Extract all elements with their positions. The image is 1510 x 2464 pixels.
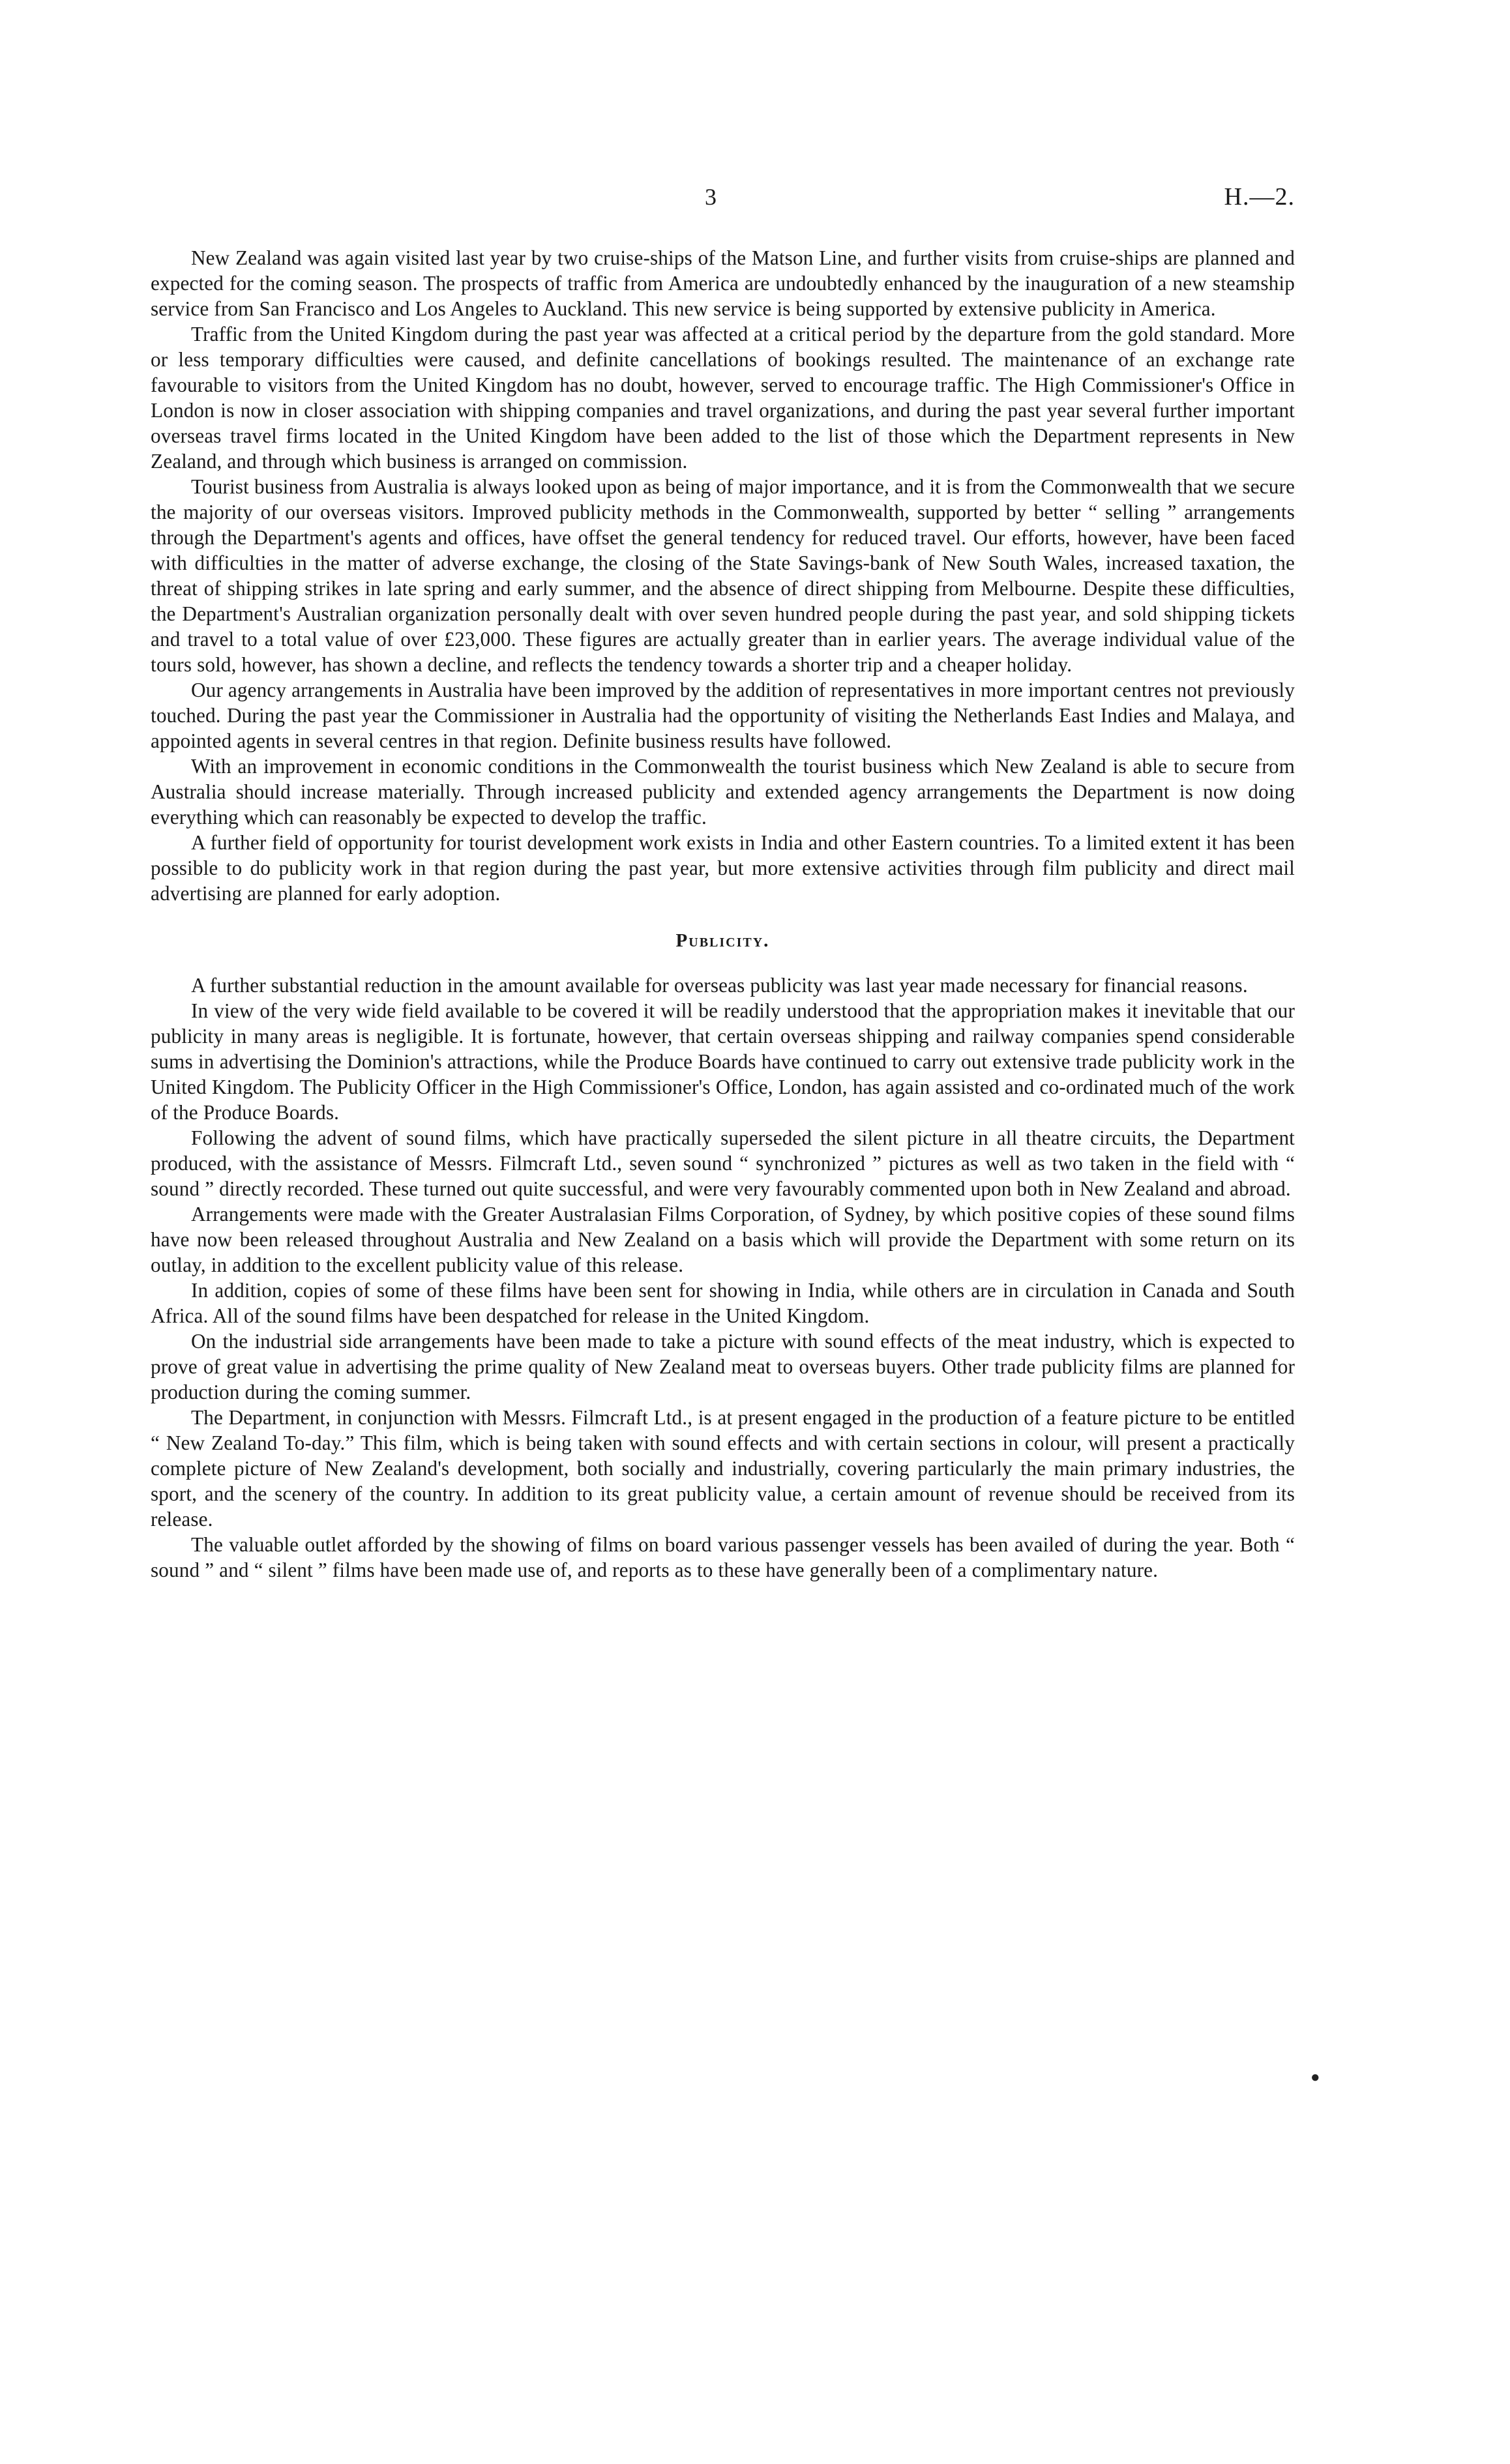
paragraph-passenger-vessels: The valuable outlet afforded by the showing of films on board various passenger vessels has been availed of during the year. Both “ sound ” and “ silent ” films have been made use of, and reports as to these have generally been of a complimentary nature.	[151, 1533, 1295, 1581]
paragraph-film-distribution: Arrangements were made with the Greater Australasian Films Corporation, of Sydney, by which positive copies of these sound films have now been released throughout Australia and New Zealand on a basis which will provide the Department with some return on its outlay, in addition to the excellent publicity value of this release.	[151, 1203, 1295, 1276]
paragraph-publicity-reduction: A further substantial reduction in the amount available for overseas publicity was last year made necessary for financial reasons.	[191, 974, 1248, 997]
paragraph-sound-films: Following the advent of sound films, which have practically superseded the silent picture in all theatre circuits, the Department produced, with the assistance of Messrs. Filmcraft Ltd., seven sound “ synchronized ” pictures as well as two taken in the field with “ sound ” directly recorded. These turned out quite successful, and were very favourably commented upon both in New Zealand and abroad.	[151, 1126, 1295, 1200]
paragraph-overseas-copies: In addition, copies of some of these films have been sent for showing in India, while others are in circulation in Canada and South Africa. All of the sound films have been despatched for release in the United Kingdom.	[151, 1279, 1295, 1327]
paragraph-united-kingdom-traffic: Traffic from the United Kingdom during the past year was affected at a critical period by the departure from the gold standard. More or less temporary difficulties were caused, and definite cancellations of bookings resulted. The maintenance of an exchange rate favourable to visitors from the United Kingdom has no doubt, however, served to encourage traffic. The High Commissioner's Office in London is now in closer association with shipping companies and travel organizations, and during the past year several further important overseas travel firms located in the United Kingdom have been added to the list of those which the Department represents in New Zealand, and through which business is arranged on commission.	[151, 323, 1295, 473]
document-reference: H.—2.	[1224, 183, 1295, 211]
body-text	[151, 245, 1295, 1583]
section-heading-publicity: Publicity.	[675, 930, 770, 951]
page-header	[151, 181, 1295, 214]
page-number: 3	[705, 184, 717, 210]
paragraph-appropriation: In view of the very wide field available to be covered it will be readily understood that the appropriation makes it inevitable that our publicity in many areas is negligible. It is fortunate, however, that certain overseas shipping and railway companies spend considerable sums in advertising the Dominion's attractions, while the Produce Boards have continued to carry out extensive trade publicity work in the United Kingdom. The Publicity Officer in the High Commissioner's Office, London, has again assisted and co-ordinated much of the work of the Produce Boards.	[151, 999, 1295, 1124]
paragraph-agency-arrangements: Our agency arrangements in Australia have been improved by the addition of representatives in more important centres not previously touched. During the past year the Commissioner in Australia had the opportunity of visiting the Netherlands East Indies and Malaya, and appointed agents in several centres in that region. Definite business results have followed.	[151, 679, 1295, 752]
paragraph-eastern-countries: A further field of opportunity for tourist development work exists in India and other Eastern countries. To a limited extent it has been possible to do publicity work in that region during the past year, but more extensive activities through film publicity and direct mail advertising are planned for early adoption.	[151, 831, 1295, 905]
paragraph-australia-tourism: Tourist business from Australia is always looked upon as being of major importance, and it is from the Commonwealth that we secure the majority of our overseas visitors. Improved publicity methods in the Commonwealth, supported by better “ selling ” arrangements through the Department's agents and offices, have offset the general tendency for reduced travel. Our efforts, however, have been faced with difficulties in the matter of adverse exchange, the closing of the State Savings-bank of New South Wales, increased taxation, the threat of shipping strikes in late spring and early summer, and the absence of direct shipping from Melbourne. Despite these difficulties, the Department's Australian organization personally dealt with over seven hundred people during the past year, and sold shipping tickets and travel to a total value of over £23,000. These figures are actually greater than in earlier years. The average individual value of the tours sold, however, has shown a decline, and reflects the tendency towards a shorter trip and a cheaper holiday.	[151, 475, 1295, 676]
paragraph-economic-improvement: With an improvement in economic conditions in the Commonwealth the tourist business which New Zealand is able to secure from Australia should increase materially. Through increased publicity and extended agency arrangements the Department is now doing everything which can reasonably be expected to develop the traffic.	[151, 755, 1295, 829]
paragraph-cruise-ships: New Zealand was again visited last year by two cruise-ships of the Matson Line, and further visits from cruise-ships are planned and expected for the coming season. The prospects of traffic from America are undoubtedly enhanced by the inauguration of a new steamship service from San Francisco and Los Angeles to Auckland. This new service is being supported by extensive publicity in America.	[151, 246, 1295, 320]
paragraph-feature-picture: The Department, in conjunction with Messrs. Filmcraft Ltd., is at present engaged in the production of a feature picture to be entitled “ New Zealand To-day.” This film, which is being taken with sound effects and with certain sections in colour, will present a practically complete picture of New Zealand's development, both socially and industrially, covering particularly the main primary industries, the sport, and the scenery of the country. In addition to its great publicity value, a certain amount of revenue should be received from its release.	[151, 1406, 1295, 1531]
margin-bullet-mark: ●	[1310, 2069, 1320, 2086]
paragraph-meat-industry-film: On the industrial side arrangements have been made to take a picture with sound effects of the meat industry, which is expected to prove of great value in advertising the prime quality of New Zealand meat to overseas buyers. Other trade publicity films are planned for production during the coming summer.	[151, 1330, 1295, 1403]
